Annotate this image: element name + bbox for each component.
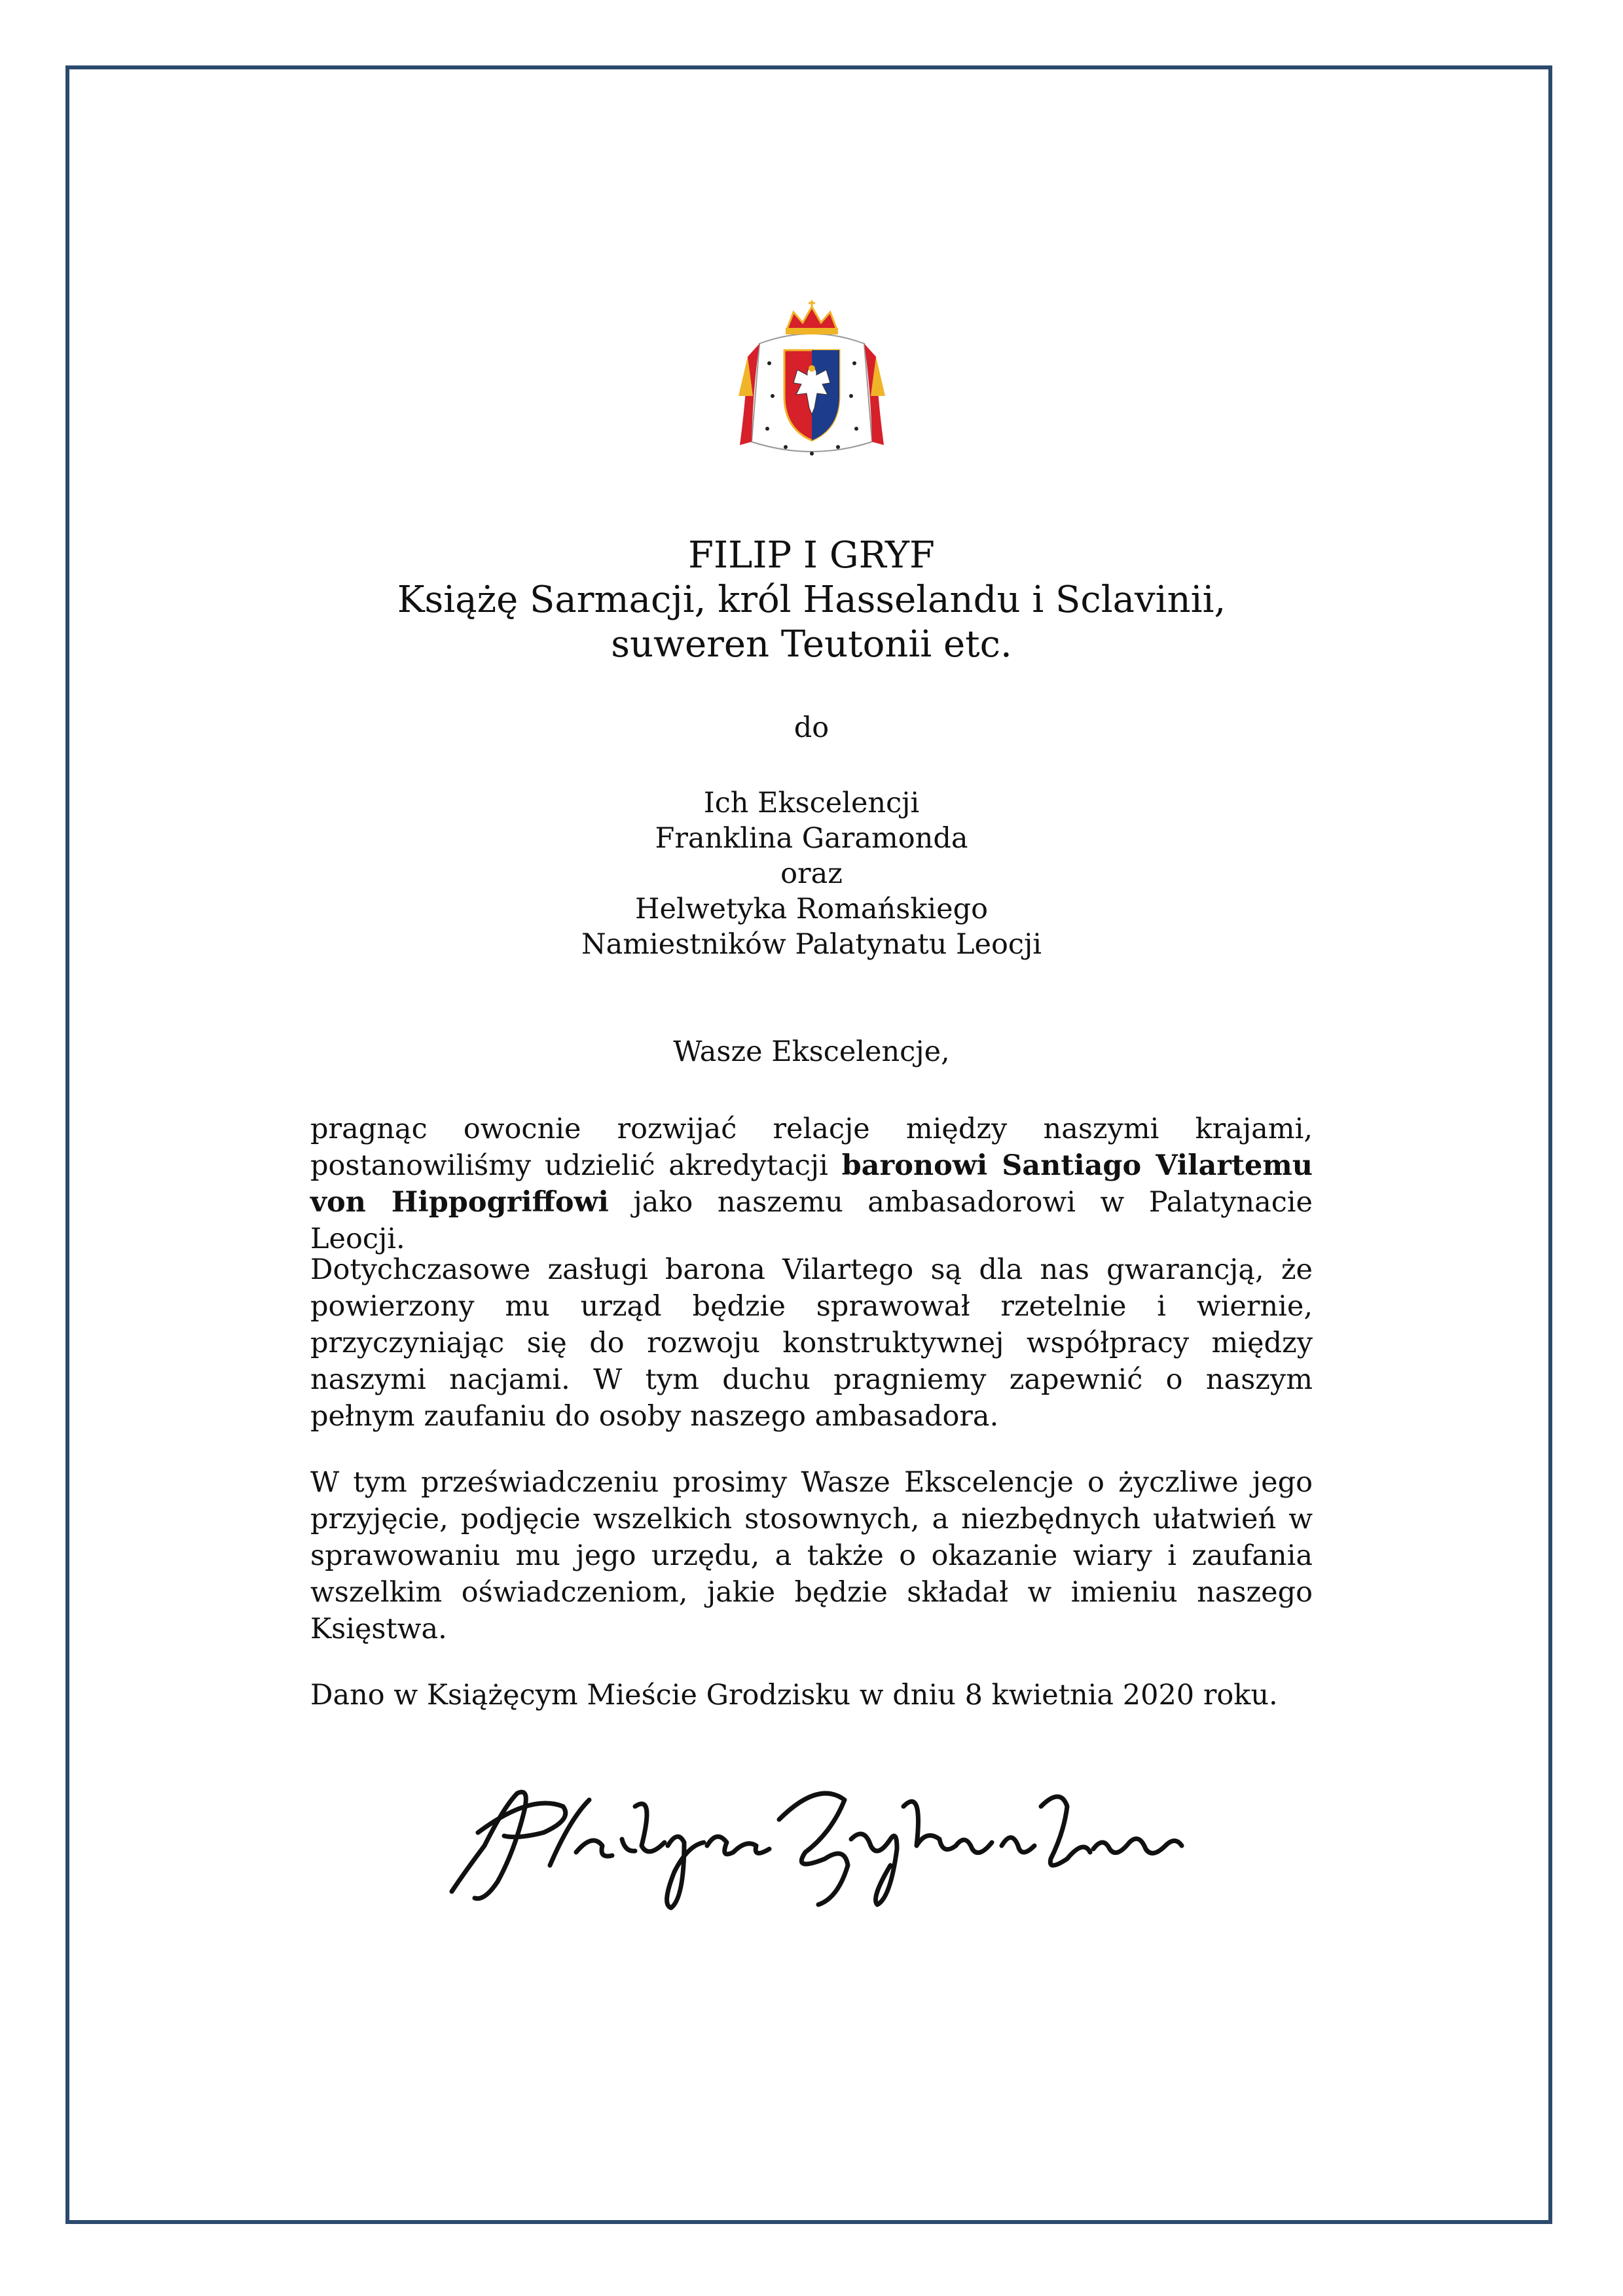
closing-line: Dano w Książęcym Mieście Grodzisku w dniu 8 kwietnia 2020 roku.: [310, 1679, 1278, 1712]
paragraph-1: [310, 1111, 1313, 1257]
salutation: Wasze Ekscelencje,: [673, 1035, 950, 1068]
to-word: do: [793, 711, 830, 744]
paragraph-2: Dotychczasowe zasługi barona Vilartego są dla nas gwarancją, że powierzony mu urząd będzie sprawował rzetelnie i wiernie, przyczyniając się do rozwoju konstruktywnej współpracy między naszymi nacjami. W tym duchu pragniemy zapewnić o naszym pełnym zaufaniu do osoby naszego ambasadora.: [310, 1253, 1313, 1433]
addressee-line1: Ich Ekscelencji: [703, 787, 920, 819]
signature-icon: [439, 1767, 1192, 1918]
paragraph-1-text-before: pragnąc owocnie rozwijać relacje między naszymi krajami, postanowiliśmy udzielić akredytacji: [310, 1113, 1313, 1182]
sender-name: FILIP I GRYF: [688, 534, 935, 577]
coat-of-arms-icon: [733, 298, 890, 468]
addressee-line4: Helwetyka Romańskiego: [635, 893, 988, 925]
addressee-block: [262, 785, 1361, 962]
addressee-line5: Namiestników Palatynatu Leocji: [581, 928, 1042, 961]
sender-titles-line1: Książę Sarmacji, król Hasselandu i Sclavinii,: [397, 579, 1226, 621]
paragraph-3: W tym przeświadczeniu prosimy Wasze Ekscelencje o życzliwe jego przyjęcie, podjęcie wszelkich stosownych, a niezbędnych ułatwień w sprawowaniu mu jego urzędu, a także o okazanie wiary i zaufania wszelkim oświadczeniom, jakie będzie składał w imieniu naszego Księstwa.: [310, 1466, 1313, 1645]
sender-heading: [262, 533, 1361, 667]
addressee-line2: Franklina Garamonda: [655, 822, 968, 855]
sender-titles-line2: suweren Teutonii etc.: [611, 623, 1012, 666]
paragraph-1-text-after: jako naszemu ambasadorowi w Palatynacie Leocji.: [310, 1186, 1313, 1255]
addressee-line3: oraz: [780, 857, 843, 890]
ambassador-name: baronowi Santiago Vilartemu von Hippogriffowi: [310, 1149, 1313, 1219]
